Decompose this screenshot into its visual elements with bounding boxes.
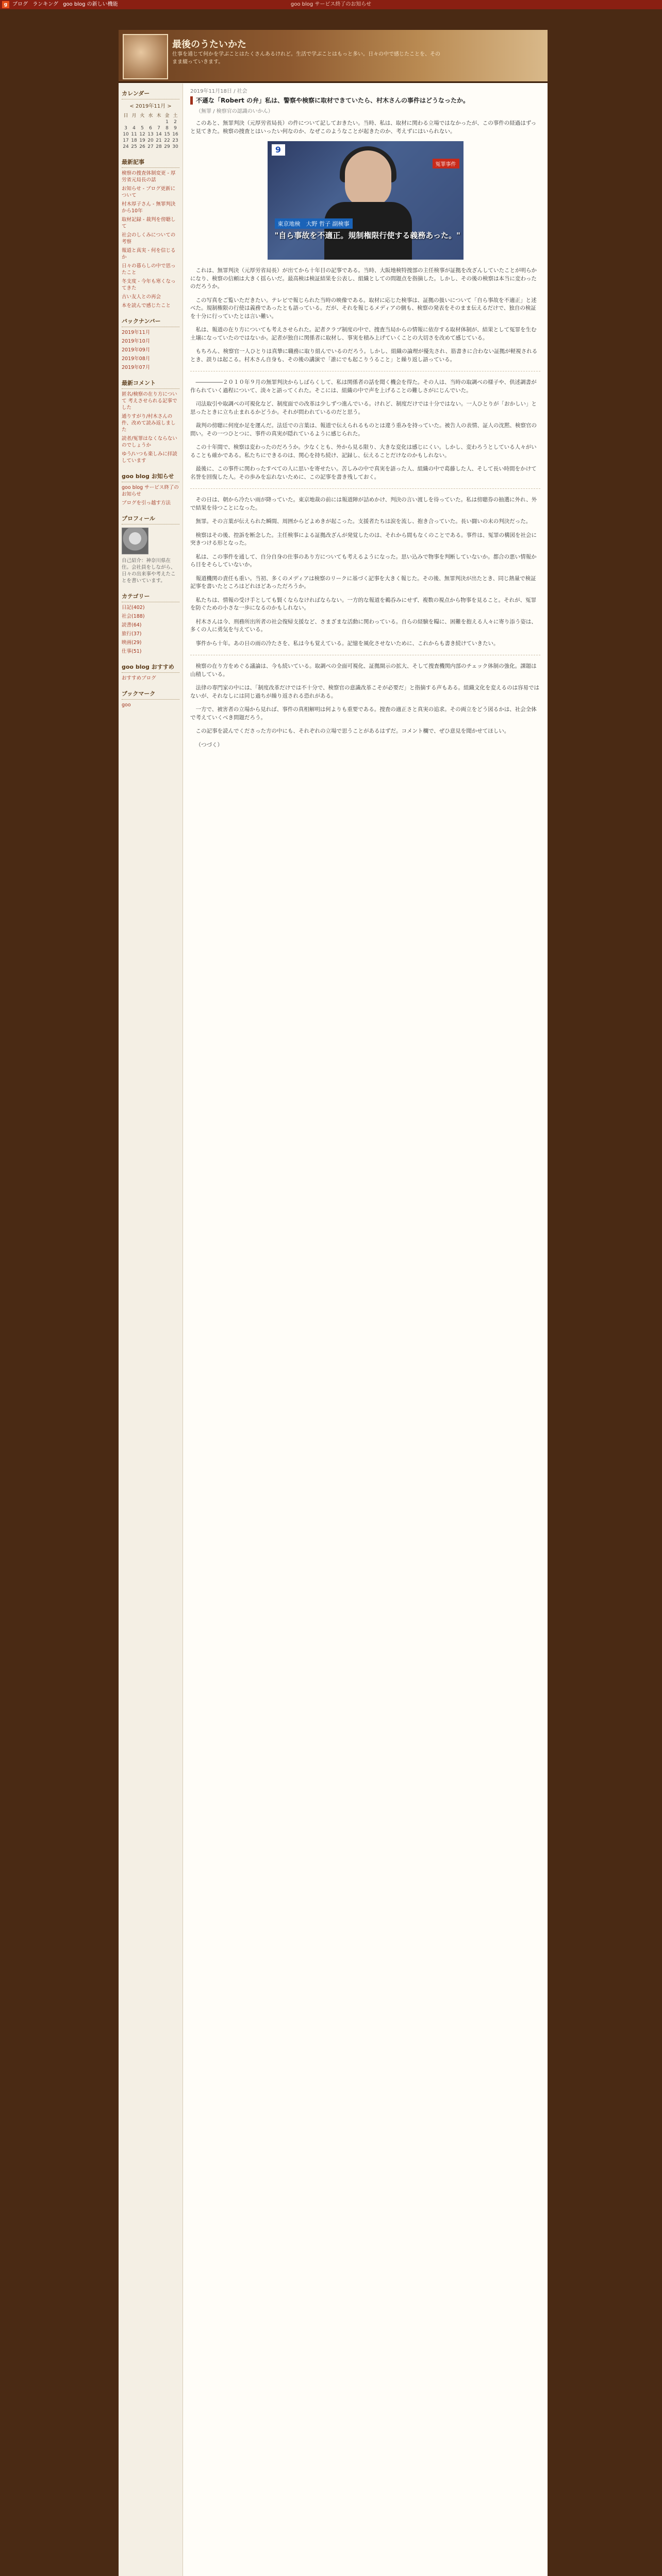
ranking-heading: goo blog おすすめ <box>122 661 179 673</box>
comments-heading: 最新コメント <box>122 377 179 389</box>
recent-item[interactable]: お知らせ - ブログ更新について <box>122 186 176 198</box>
news-badge: 冤罪事件 <box>433 159 459 168</box>
calendar-day[interactable]: 27 <box>147 144 154 149</box>
post-paragraph: この記事を読んでくださった方の中にも、それぞれの立場で思うことがあるはずだ。コメント欄で、ぜひ意見を聞かせてほしい。 <box>195 728 510 734</box>
post-paragraph: 検察の在り方をめぐる議論は、今も続いている。取調べの全面可視化、証拠開示の拡大、そして捜査機関内部のチェック体制の強化。課題は山積している。 <box>190 663 537 677</box>
ranking-list <box>122 675 179 682</box>
post-date: 2019年11月18日 / 社会 <box>190 89 247 94</box>
weekday: 火 <box>140 113 145 118</box>
profile-heading: プロフィール <box>122 513 179 524</box>
bookmark-item[interactable]: goo <box>122 702 131 708</box>
recent-item[interactable]: 日々の暮らしの中で思ったこと <box>122 263 176 276</box>
archive-heading: バックナンバー <box>122 315 179 327</box>
topbar-link-blog[interactable]: ブログ <box>12 2 28 7</box>
calendar-heading: カレンダー <box>122 88 179 99</box>
calendar-day[interactable]: 5 <box>141 126 144 131</box>
notice-list <box>122 484 179 506</box>
weekday: 水 <box>148 113 153 118</box>
comment-item[interactable]: ゆう/いつも楽しみに拝読しています <box>122 451 177 464</box>
profile-avatar[interactable] <box>122 528 148 554</box>
topbar-link-ranking[interactable]: ランキング <box>32 2 58 7</box>
archive-item[interactable]: 2019年08月 <box>122 356 151 362</box>
calendar-day[interactable]: 4 <box>133 126 136 131</box>
post-paragraph: 事件から十年。あの日の雨の冷たさを、私は今も覚えている。記憶を風化させないために、これからも書き続けていきたい。 <box>195 640 499 647</box>
calendar-day[interactable]: 11 <box>131 132 137 137</box>
category-item[interactable]: 社会(188) <box>122 614 145 619</box>
post-paragraph: この十年間で、検察は変わったのだろうか。少なくとも、外から見る限り、大きな変化は感じにくい。しかし、変わろうとしている人々がいることも確かである。私たちにできるのは、関心を持ち続け、記録し、伝えることだけなのかもしれない。 <box>190 444 537 459</box>
post-paragraph: 私たちは、情報の受け手としても賢くならなければならない。一方的な報道を鵜呑みにせず、複数の視点から物事を見ること。それが、冤罪を防ぐための小さな一歩になるのかもしれない。 <box>190 597 537 611</box>
category-item[interactable]: 旅行(37) <box>122 631 142 637</box>
image-person-face <box>345 150 391 207</box>
post-paragraph: 最後に、この事件に関わったすべての人に思いを寄せたい。苦しみの中で真実を語った人、組織の中で葛藤した人、そして長い時間をかけて名誉を回復した人。その歩みを忘れないために、この記事を書き残しておく。 <box>190 466 537 480</box>
post-paragraph: 一方で、被害者の立場から見れば、事件の真相解明は何よりも重要である。捜査の適正さと真実の追求。その両立をどう図るかは、社会全体で考えていくべき問題だろう。 <box>190 706 537 721</box>
calendar-month[interactable]: < 2019年11月 > <box>129 104 172 109</box>
post-paragraph: 司法取引や取調べの可視化など、制度面での改革は少しずつ進んでいる。けれど、制度だけでは十分ではない。一人ひとりが「おかしい」と思ったときに立ち止まれるかどうか。それが問われているのだと思う。 <box>190 401 537 415</box>
calendar-day[interactable]: 24 <box>123 144 129 149</box>
calendar-day[interactable] <box>146 119 155 125</box>
calendar-day[interactable]: 2 <box>174 120 177 125</box>
blog-description: 仕事を通じて何かを学ぶことはたくさんあるけれど。生活で学ぶことはもっと多い。日々の中で感じたことを、そのまま綴っていきます。 <box>172 52 440 65</box>
bookmark-heading: ブックマーク <box>122 688 179 700</box>
calendar-day[interactable]: 19 <box>139 138 145 143</box>
post-paragraph: 村木さんは今、刑務所出所者の社会復帰支援など、さまざまな活動に関わっている。自らの経験を糧に、困難を抱える人々に寄り添う姿は、多くの人に勇気を与えている。 <box>190 618 537 633</box>
ranking-item[interactable]: おすすめブログ <box>122 675 156 681</box>
post-paragraph: この写真をご覧いただきたい。テレビで報じられた当時の映像である。取材に応じた検事は、証拠の扱いについて「自ら事故を不適正」と述べた。規制権限の行使は義務であったとも語っている。だが、それを報じるメディアの側も、検察の発表をそのまま伝えるだけで、独自の検証を十分に行っていたとは言い難い。 <box>190 297 537 319</box>
comment-item[interactable]: 通りすがり/村木さんの件、改めて読み返しました <box>122 414 176 433</box>
calendar-day[interactable] <box>155 119 163 125</box>
post-paragraph: 法律の専門家の中には、「制度改革だけでは不十分で、検察官の意識改革こそが必要だ」と指摘する声もある。組織文化を変えるのは容易ではないが、それなしには同じ過ちが繰り返される恐れがある。 <box>190 685 540 699</box>
calendar-day[interactable]: 21 <box>156 138 162 143</box>
calendar-day[interactable]: 17 <box>123 138 129 143</box>
calendar-day[interactable]: 18 <box>131 138 137 143</box>
calendar-day[interactable]: 25 <box>131 144 137 149</box>
calendar-day[interactable]: 9 <box>174 126 177 131</box>
recent-item[interactable]: 取材記録 - 裁判を傍聴して <box>122 217 176 229</box>
calendar-day[interactable]: 7 <box>157 126 160 131</box>
weekday: 金 <box>164 113 170 118</box>
category-item[interactable]: 読書(64) <box>122 622 142 628</box>
recent-item[interactable]: 古い友人との再会 <box>122 294 161 300</box>
post-title[interactable]: 不遜な「Robert の弁」私は、警察や検察に取材できていたら、村木さんの事件はどうなったか。 <box>190 96 540 105</box>
news-caption-quote: "自ら事故を不適正。規制権限行使する義務あった。" <box>274 231 460 240</box>
calendar-day[interactable]: 3 <box>124 126 127 131</box>
calendar <box>122 111 179 150</box>
calendar-day[interactable]: 29 <box>164 144 170 149</box>
bookmark-list <box>122 702 179 708</box>
divider <box>190 488 540 489</box>
recent-list <box>122 170 179 309</box>
post-paragraph: 私は、この事件を通して、自分自身の仕事のあり方についても考えるようになった。思い込みで物事を判断していないか。都合の悪い情報から目をそらしていないか。 <box>190 553 537 568</box>
post-paragraph: その日は、朝から冷たい雨が降っていた。東京地裁の前には報道陣が詰めかけ、判決の言い渡しを待っていた。私は傍聴券の抽選に外れ、外で結果を待つことになった。 <box>190 497 537 511</box>
recent-item[interactable]: 報道と真実 - 何を信じるか <box>122 248 176 260</box>
main-content <box>183 83 548 2576</box>
weekday: 月 <box>131 113 137 118</box>
notice-item[interactable]: goo blog サービス終了のお知らせ <box>122 485 179 497</box>
news-caption-name: 東京地検 大野 哲子 副検事 <box>275 218 353 229</box>
calendar-day[interactable]: 28 <box>156 144 162 149</box>
post-paragraph: 報道機関の責任も重い。当初、多くのメディアは検察のリークに基づく記事を大きく報じた。その後、無罪判決が出たとき、同じ熱量で検証記事を書いたところはどれほどあっただろうか。 <box>190 575 536 589</box>
post-paragraph: ―――――２０１０年９月の無罪判決からしばらくして、私は関係者の話を聞く機会を得た。その人は、当時の取調べの様子や、供述調書が作られていく過程について、淡々と語ってくれた。そこには、組織の中で声を上げることの難しさがにじんでいた。 <box>190 379 537 394</box>
calendar-day[interactable]: 14 <box>156 132 162 137</box>
recent-item[interactable]: 本を読んで感じたこと <box>122 303 171 309</box>
archive-item[interactable]: 2019年10月 <box>122 338 151 344</box>
post-paragraph: このあと、無罪判決（元厚労省局長）の件について記しておきたい。当時、私は、取材に関わる立場ではなかったが、この事件の経過はずっと見てきた。検察の捜査とはいったい何なのか、なぜこのようなことが起きたのか、考えずにはいられない。 <box>190 120 537 134</box>
calendar-day[interactable]: 26 <box>139 144 145 149</box>
archive-item[interactable]: 2019年07月 <box>122 365 151 370</box>
calendar-day[interactable]: 12 <box>139 132 145 137</box>
calendar-day[interactable]: 22 <box>164 138 170 143</box>
goo-logo-icon[interactable]: g <box>2 1 9 8</box>
recent-item[interactable]: 冬支度 - 今年も寒くなってきた <box>122 279 176 291</box>
calendar-day[interactable]: 1 <box>166 120 169 125</box>
notice-heading: goo blog お知らせ <box>122 470 179 482</box>
recent-item[interactable]: 村木厚子さん - 無罪判決から10年 <box>122 201 176 214</box>
channel-logo: 9 <box>272 144 285 156</box>
notice-item[interactable]: ブログを引っ越す方法 <box>122 500 171 506</box>
news-screenshot-image <box>268 141 464 260</box>
calendar-day[interactable]: 16 <box>172 132 178 137</box>
calendar-day[interactable]: 23 <box>172 138 178 143</box>
system-topbar <box>0 0 662 9</box>
archive-list <box>122 329 179 371</box>
weekday: 木 <box>156 113 161 118</box>
calendar-day[interactable]: 10 <box>123 132 129 137</box>
topbar-notice[interactable]: goo blog サービス終了のお知らせ <box>290 2 372 7</box>
post-paragraph: 検察はその後、控訴を断念した。主任検事による証拠改ざんが発覚したのは、それから間もなくのことである。事件は、冤罪の構図を社会に突きつける形となった。 <box>190 532 537 546</box>
comment-item[interactable]: 匿名/検察の在り方について 考えさせられる記事でした <box>122 392 177 411</box>
calendar-day[interactable]: 13 <box>147 132 154 137</box>
calendar-day[interactable]: 15 <box>164 132 170 137</box>
post-paragraph: 裁判の傍聴に何度か足を運んだ。法廷での言葉は、報道で伝えられるものとは違う重みを持っていた。被告人の表情、証人の沈黙、検察官の問い。その一つひとつに、事件の真実が隠れているように感じられた。 <box>190 422 537 437</box>
post-paragraph: （つづく） <box>195 741 223 748</box>
blog-title[interactable]: 最後のうたいかた <box>172 39 246 50</box>
comment-item[interactable]: 読者/冤罪はなくならないのでしょうか <box>122 436 177 448</box>
calendar-day[interactable] <box>138 119 146 125</box>
topbar-link-new-features[interactable]: goo blog の新しい機能 <box>63 2 118 7</box>
archive-item[interactable]: 2019年09月 <box>122 347 151 353</box>
post-paragraph: これは、無罪判決（元厚労省局長）が出てから十年目の記事である。当時、大阪地検特捜部の主任検事が証拠を改ざんしていたことが明らかになり、検察の信頼は大きく揺らいだ。最高検は検証結果を公表し、組織としての問題点を指摘した。しかし、その後の検察は本当に変わったのだろうか。 <box>190 267 537 290</box>
category-item[interactable]: 仕事(51) <box>122 649 142 654</box>
blog-header <box>119 30 548 83</box>
sidebar <box>119 83 183 2576</box>
post-paragraph: 無罪。その言葉が伝えられた瞬間、周囲からどよめきが起こった。支援者たちは涙を流し、抱き合っていた。長い闘いの末の判決だった。 <box>195 518 532 524</box>
header-image <box>123 34 168 79</box>
categories-heading: カテゴリー <box>122 590 179 602</box>
calendar-day[interactable]: 30 <box>172 144 178 149</box>
recent-item[interactable]: 社会のしくみについての考察 <box>122 232 176 245</box>
category-item[interactable]: 映画(29) <box>122 640 142 646</box>
categories-list <box>122 604 179 655</box>
recent-item[interactable]: 検察の捜査体制変更 - 厚労省元局長の話 <box>122 171 176 183</box>
recent-heading: 最新記事 <box>122 156 179 168</box>
calendar-day[interactable]: 8 <box>166 126 169 131</box>
calendar-day[interactable] <box>122 119 130 125</box>
archive-item[interactable]: 2019年11月 <box>122 330 151 335</box>
profile-text: 自己紹介：神奈川県在住。会社員をしながら、日々の出来事や考えたことを書いています。 <box>122 558 176 584</box>
category-item[interactable]: 日記(402) <box>122 605 145 611</box>
comments-list <box>122 391 179 464</box>
calendar-day[interactable]: 6 <box>149 126 152 131</box>
weekday: 土 <box>173 113 178 118</box>
blog-page <box>119 30 548 2576</box>
calendar-day[interactable] <box>130 119 138 125</box>
post-subtitle: （無罪 / 検察官の認識のいかん） <box>196 109 273 114</box>
post-paragraph: 私は、報道の在り方についても考えさせられた。記者クラブ制度の中で、捜査当局からの情報に依存する取材体制が、結果として冤罪を生む土壌になっていたのではないか。記者が独自に関係者に取材し、事実を積み上げていくことの大切さを改めて感じている。 <box>190 327 537 341</box>
post-paragraph: もちろん、検察官一人ひとりは真摯に職務に取り組んでいるのだろう。しかし、組織の論理が優先され、筋書きに合わない証拠が軽視されるとき、誤りは起こる。村木さん自身も、その後の講演で「誰にでも起こりうること」と繰り返し語っている。 <box>190 348 538 363</box>
weekday: 日 <box>123 113 128 118</box>
calendar-day[interactable]: 20 <box>147 138 154 143</box>
